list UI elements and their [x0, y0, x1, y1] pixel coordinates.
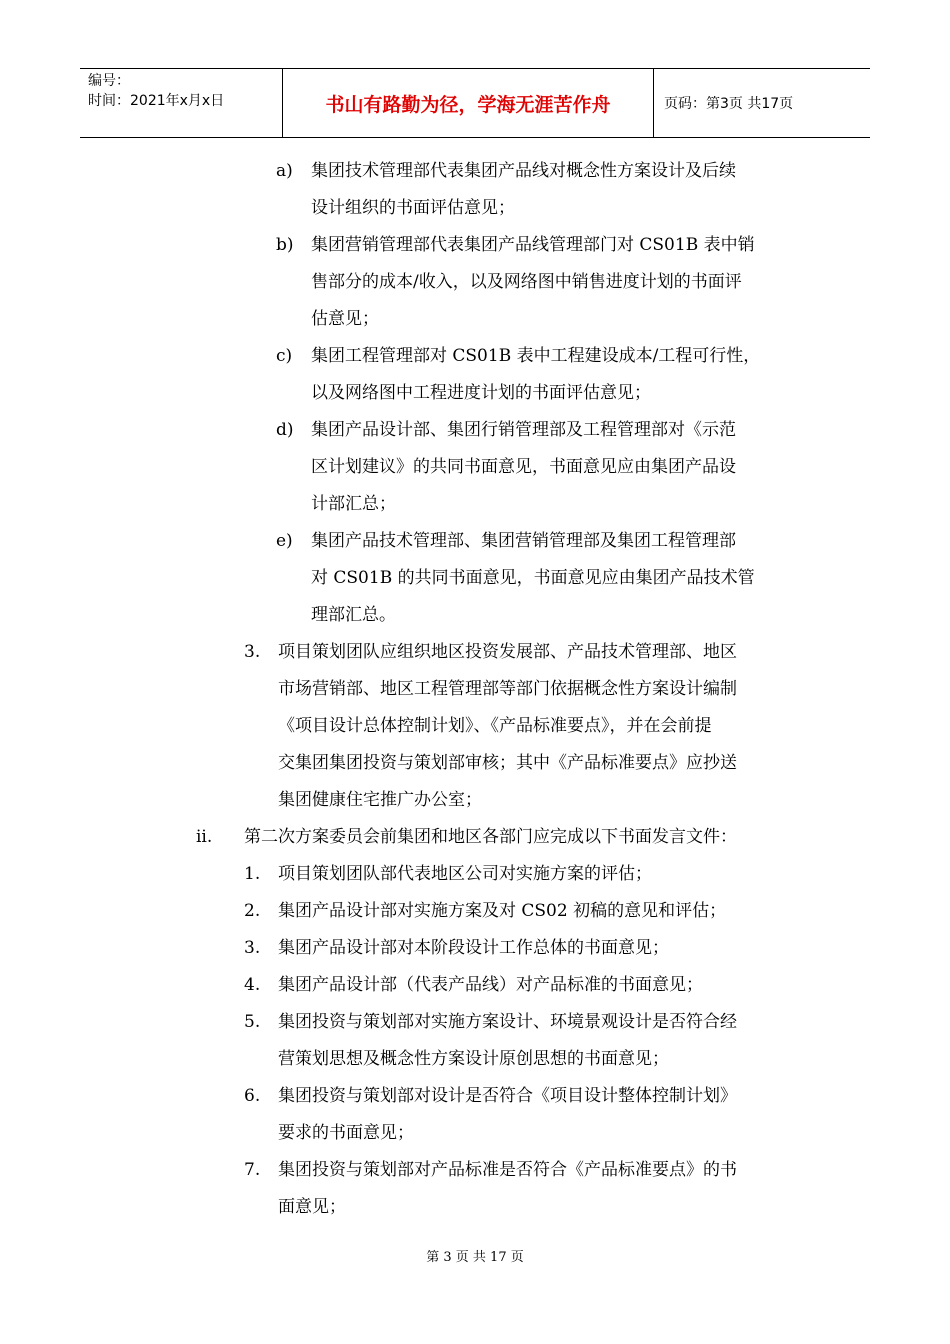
list-item-line: 估意见； [311, 309, 379, 329]
list-item-line: 以及网络图中工程进度计划的书面评估意见； [311, 383, 651, 403]
list-marker: a) [276, 161, 293, 181]
list-marker: 5. [244, 1012, 261, 1032]
list-item-line: 集团健康住宅推广办公室； [278, 790, 482, 810]
list-item-line: 集团技术管理部代表集团产品线对概念性方案设计及后续 [311, 161, 736, 181]
list-marker: 3. [244, 642, 261, 662]
list-item-line: 集团产品技术管理部、集团营销管理部及集团工程管理部 [311, 531, 736, 551]
list-item-line: 集团工程管理部对 CS01B 表中工程建设成本/工程可行性， [311, 346, 761, 366]
list-marker: 7. [244, 1160, 261, 1180]
list-item-line: 集团产品设计部（代表产品线）对产品标准的书面意见； [278, 975, 703, 995]
page-footer: 第 3 页 共 17 页 [426, 1250, 524, 1265]
page-header [80, 68, 870, 138]
header-page-info: 页码：第3页 共17页 [664, 96, 794, 112]
list-item-line: 要求的书面意见； [278, 1123, 414, 1143]
list-item-line: 设计组织的书面评估意见； [311, 198, 515, 218]
section-heading: 第二次方案委员会前集团和地区各部门应完成以下书面发言文件： [244, 827, 737, 847]
list-item-line: 计部汇总； [311, 494, 396, 514]
list-item-line: 理部汇总。 [311, 605, 396, 625]
header-motto: 书山有路勤为径，学海无涯苦作舟 [282, 69, 654, 137]
list-item-line: 区计划建议》的共同书面意见，书面意见应由集团产品设 [311, 457, 736, 477]
list-item-line: 集团营销管理部代表集团产品线管理部门对 CS01B 表中销 [311, 235, 755, 255]
list-item-line: 集团产品设计部对实施方案及对 CS02 初稿的意见和评估； [278, 901, 727, 921]
list-item-line: 集团投资与策划部对设计是否符合《项目设计整体控制计划》 [278, 1086, 737, 1106]
list-marker: 6. [244, 1086, 261, 1106]
list-item-line: 对 CS01B 的共同书面意见，书面意见应由集团产品技术管 [311, 568, 755, 588]
list-item-line: 售部分的成本/收入，以及网络图中销售进度计划的书面评 [311, 272, 742, 292]
date-label: 时间：2021年x月x日 [88, 93, 225, 109]
list-marker: 1. [244, 864, 261, 884]
list-marker: ii. [196, 827, 213, 847]
list-marker: 3. [244, 938, 261, 958]
list-marker: 2. [244, 901, 261, 921]
list-item-line: 集团产品设计部、集团行销管理部及工程管理部对《示范 [311, 420, 736, 440]
list-item-line: 市场营销部、地区工程管理部等部门依据概念性方案设计编制 [278, 679, 737, 699]
list-item-line: 面意见； [278, 1197, 346, 1217]
list-marker: 4. [244, 975, 261, 995]
list-item-line: 营策划思想及概念性方案设计原创思想的书面意见； [278, 1049, 669, 1069]
list-item-line: 项目策划团队应组织地区投资发展部、产品技术管理部、地区 [278, 642, 737, 662]
list-marker: d) [276, 420, 294, 440]
list-item-line: 项目策划团队部代表地区公司对实施方案的评估； [278, 864, 652, 884]
list-marker: e) [276, 531, 293, 551]
list-item-line: 集团产品设计部对本阶段设计工作总体的书面意见； [278, 938, 669, 958]
number-label: 编号： [88, 73, 130, 89]
list-item-line: 交集团集团投资与策划部审核；其中《产品标准要点》应抄送 [278, 753, 737, 773]
list-item-line: 《项目设计总体控制计划》、《产品标准要点》，并在会前提 [278, 716, 712, 736]
list-item-line: 集团投资与策划部对产品标准是否符合《产品标准要点》的书 [278, 1160, 737, 1180]
list-item-line: 集团投资与策划部对实施方案设计、环境景观设计是否符合经 [278, 1012, 737, 1032]
list-marker: b) [276, 235, 294, 255]
header-meta [80, 69, 282, 137]
list-marker: c) [276, 346, 293, 366]
